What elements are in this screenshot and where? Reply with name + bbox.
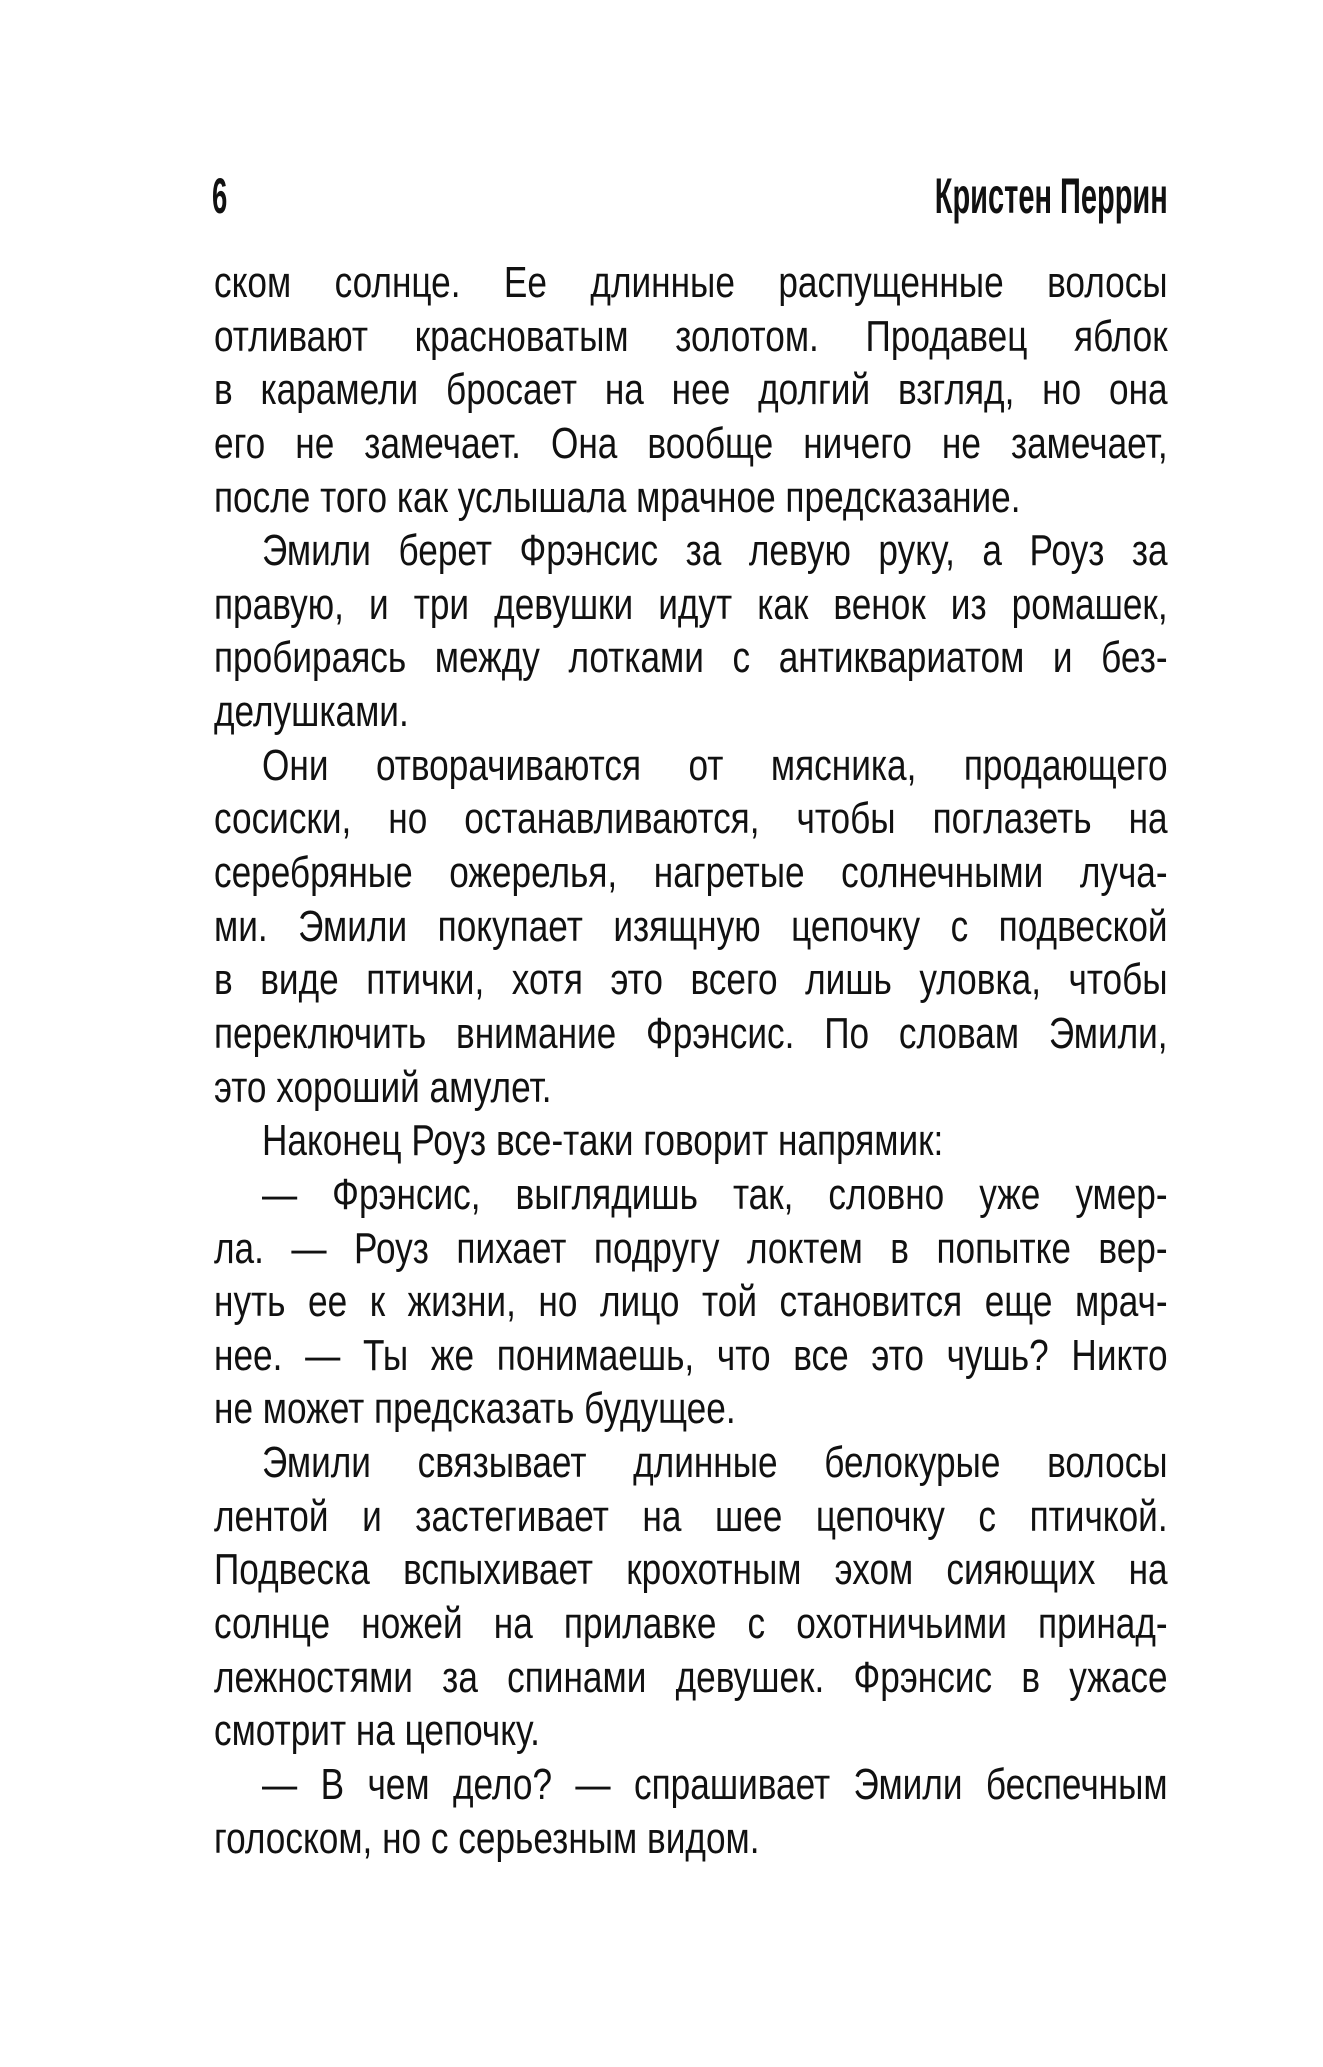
text-line: голоском, но с серьезным видом.: [214, 1813, 760, 1863]
text-line: делушками.: [214, 687, 409, 737]
text-line: лентой и застегивает на шее цепочку с птичкой.: [214, 1491, 1168, 1541]
running-header: [212, 166, 1168, 226]
text-line: в карамели бросает на нее долгий взгляд, но она: [214, 365, 1168, 415]
text-line: отливают красноватым золотом. Продавец яблок: [214, 311, 1168, 361]
text-line: нее. — Ты же понимаешь, что все это чушь? Никто: [214, 1330, 1168, 1380]
text-line: — В чем дело? — спрашивает Эмили беспечным: [262, 1759, 1168, 1809]
text-line: ском солнце. Ее длинные распущенные волосы: [214, 258, 1168, 307]
text-line: Эмили связывает длинные белокурые волосы: [262, 1438, 1168, 1488]
text-line: это хороший амулет.: [214, 1062, 552, 1112]
text-line: в виде птички, хотя это всего лишь уловка, чтобы: [214, 955, 1168, 1005]
text-line: солнце ножей на прилавке с охотничьими принад-: [214, 1599, 1168, 1649]
text-line: смотрит на цепочку.: [214, 1706, 540, 1756]
paragraph: [214, 1114, 1168, 1168]
text-line: ми. Эмили покупает изящную цепочку с подвеской: [214, 901, 1168, 951]
paragraph: [214, 739, 1168, 1114]
text-line: после того как услышала мрачное предсказание.: [214, 472, 1021, 522]
text-line: правую, и три девушки идут как венок из ромашек,: [214, 579, 1168, 629]
text-line: лежностями за спинами девушек. Фрэнсис в ужасе: [214, 1652, 1168, 1702]
text-line: Эмили берет Фрэнсис за левую руку, а Роуз за: [262, 526, 1168, 576]
text-line: переключить внимание Фрэнсис. По словам Эмили,: [214, 1008, 1168, 1058]
text-line: ла. — Роуз пихает подругу локтем в попытке вер-: [214, 1223, 1168, 1273]
text-line: его не замечает. Она вообще ничего не замечает,: [214, 418, 1168, 468]
paragraph: [214, 256, 1168, 524]
author-name: Кристен Перрин: [934, 168, 1168, 224]
paragraph: [214, 1168, 1168, 1436]
paragraph: [214, 1758, 1168, 1865]
text-line: сосиски, но останавливаются, чтобы поглазеть на: [214, 794, 1168, 844]
text-line: Подвеска вспыхивает крохотным эхом сияющих на: [214, 1545, 1168, 1595]
text-line: Они отворачиваются от мясника, продающего: [262, 740, 1168, 790]
text-line: — Фрэнсис, выглядишь так, словно уже умер-: [262, 1169, 1168, 1219]
paragraph: [214, 524, 1168, 739]
text-line: серебряные ожерелья, нагретые солнечными луча-: [214, 848, 1168, 898]
text-line: Наконец Роуз все-таки говорит напрямик:: [262, 1116, 944, 1166]
page-number: 6: [212, 168, 228, 224]
body-text: [214, 256, 1168, 1865]
text-line: не может предсказать будущее.: [214, 1384, 736, 1434]
text-line: нуть ее к жизни, но лицо той становится еще мрач-: [214, 1277, 1168, 1327]
text-line: пробираясь между лотками с антиквариатом и без-: [214, 633, 1168, 683]
paragraph: [214, 1436, 1168, 1758]
